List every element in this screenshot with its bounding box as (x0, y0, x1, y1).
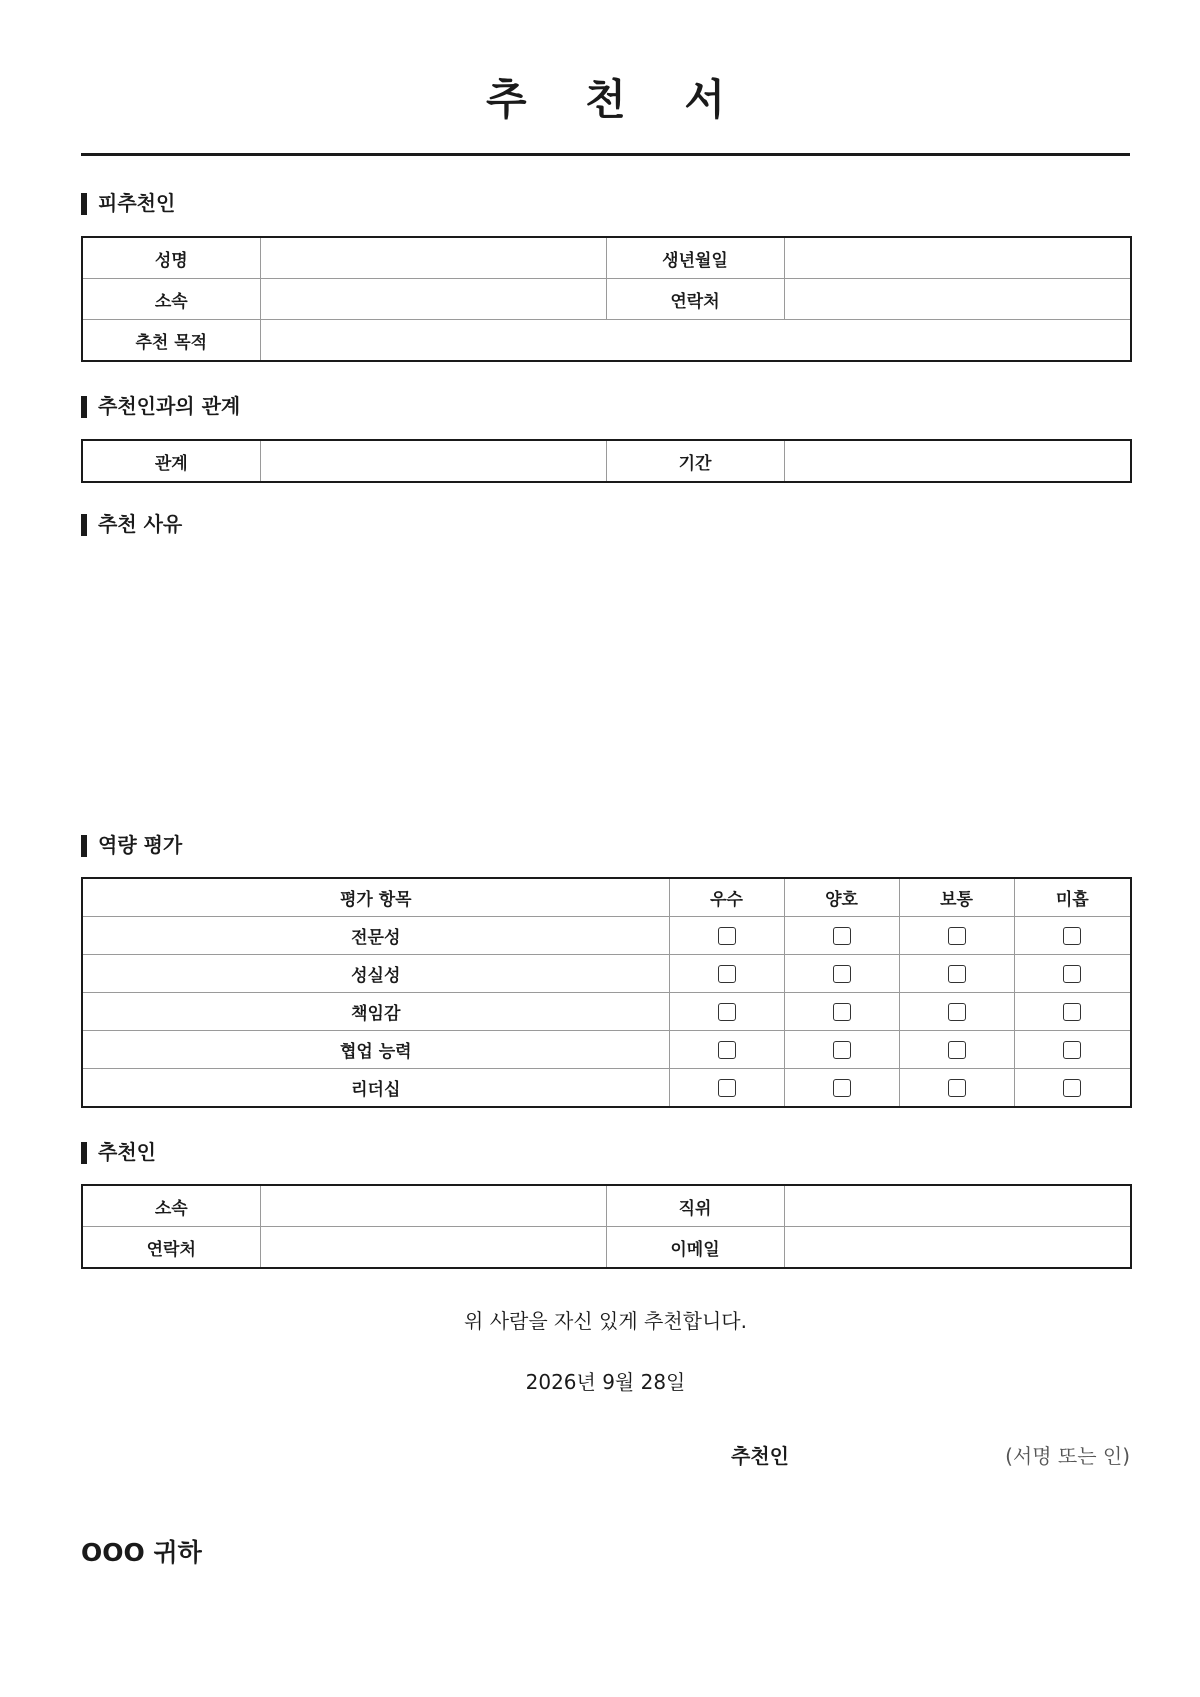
signer-label: 추천인 (731, 1444, 789, 1468)
name-label: 성명 (82, 237, 260, 279)
section-heading-recommender: 추천인 (81, 1140, 156, 1164)
table-row (82, 1227, 1131, 1269)
checkbox[interactable] (948, 965, 966, 983)
checkbox[interactable] (833, 1003, 851, 1021)
eval-item-label: 리더십 (82, 1069, 669, 1108)
checkbox[interactable] (1063, 965, 1081, 983)
checkbox[interactable] (833, 965, 851, 983)
checkbox[interactable] (833, 927, 851, 945)
affiliation-field[interactable] (260, 279, 606, 320)
email-label: 이메일 (606, 1227, 784, 1269)
checkbox[interactable] (1063, 1003, 1081, 1021)
table-row (82, 237, 1131, 279)
addressee: OOO 귀하 (81, 1538, 202, 1567)
section-heading-relationship: 추천인과의 관계 (81, 394, 240, 418)
title-divider (81, 153, 1130, 156)
column-header-average: 보통 (899, 878, 1014, 917)
section-marker (81, 514, 87, 536)
nominee-table (81, 236, 1132, 362)
table-row (82, 1185, 1131, 1227)
eval-item-label: 성실성 (82, 955, 669, 993)
contact-field[interactable] (784, 279, 1131, 320)
section-heading-evaluation: 역량 평가 (81, 833, 182, 857)
recommender-contact-field[interactable] (260, 1227, 606, 1269)
eval-item-label: 책임감 (82, 993, 669, 1031)
column-header-good: 양호 (784, 878, 899, 917)
name-field[interactable] (260, 237, 606, 279)
table-row (82, 955, 1131, 993)
checkbox[interactable] (718, 965, 736, 983)
column-header-excellent: 우수 (669, 878, 784, 917)
birth-label: 생년월일 (606, 237, 784, 279)
table-row (82, 1069, 1131, 1108)
checkbox[interactable] (833, 1041, 851, 1059)
table-row (82, 993, 1131, 1031)
checkbox[interactable] (718, 1003, 736, 1021)
table-row (82, 1031, 1131, 1069)
table-row (82, 440, 1131, 482)
position-field[interactable] (784, 1185, 1131, 1227)
column-header-poor: 미흡 (1014, 878, 1131, 917)
checkbox[interactable] (1063, 1041, 1081, 1059)
recommendation-statement: 위 사람을 자신 있게 추천합니다. (464, 1309, 747, 1333)
birth-field[interactable] (784, 237, 1131, 279)
section-marker (81, 193, 87, 215)
reason-text-area[interactable] (81, 548, 1130, 818)
purpose-label: 추천 목적 (82, 320, 260, 362)
date-text: 2026년 9월 28일 (525, 1370, 686, 1394)
recommender-affiliation-field[interactable] (260, 1185, 606, 1227)
table-row (82, 917, 1131, 955)
section-marker (81, 396, 87, 418)
relation-label: 관계 (82, 440, 260, 482)
period-label: 기간 (606, 440, 784, 482)
column-header-item: 평가 항목 (82, 878, 669, 917)
checkbox[interactable] (718, 1041, 736, 1059)
period-field[interactable] (784, 440, 1131, 482)
checkbox[interactable] (948, 1003, 966, 1021)
evaluation-table (81, 877, 1132, 1108)
document-title: 추 천 서 (486, 75, 747, 124)
eval-item-label: 전문성 (82, 917, 669, 955)
checkbox[interactable] (718, 927, 736, 945)
table-row (82, 320, 1131, 362)
checkbox[interactable] (948, 1079, 966, 1097)
section-heading-nominee: 피추천인 (81, 191, 175, 215)
checkbox[interactable] (1063, 1079, 1081, 1097)
table-row (82, 279, 1131, 320)
section-marker (81, 835, 87, 857)
recommender-contact-label: 연락처 (82, 1227, 260, 1269)
table-header-row (82, 878, 1131, 917)
section-marker (81, 1142, 87, 1164)
signature-note: (서명 또는 인) (1005, 1444, 1130, 1468)
checkbox[interactable] (833, 1079, 851, 1097)
recommender-affiliation-label: 소속 (82, 1185, 260, 1227)
purpose-field[interactable] (260, 320, 1131, 362)
section-heading-reason: 추천 사유 (81, 512, 182, 536)
relationship-table (81, 439, 1132, 483)
position-label: 직위 (606, 1185, 784, 1227)
checkbox[interactable] (1063, 927, 1081, 945)
affiliation-label: 소속 (82, 279, 260, 320)
checkbox[interactable] (948, 1041, 966, 1059)
checkbox[interactable] (948, 927, 966, 945)
relation-field[interactable] (260, 440, 606, 482)
checkbox[interactable] (718, 1079, 736, 1097)
recommender-table (81, 1184, 1132, 1269)
eval-item-label: 협업 능력 (82, 1031, 669, 1069)
email-field[interactable] (784, 1227, 1131, 1269)
contact-label: 연락처 (606, 279, 784, 320)
